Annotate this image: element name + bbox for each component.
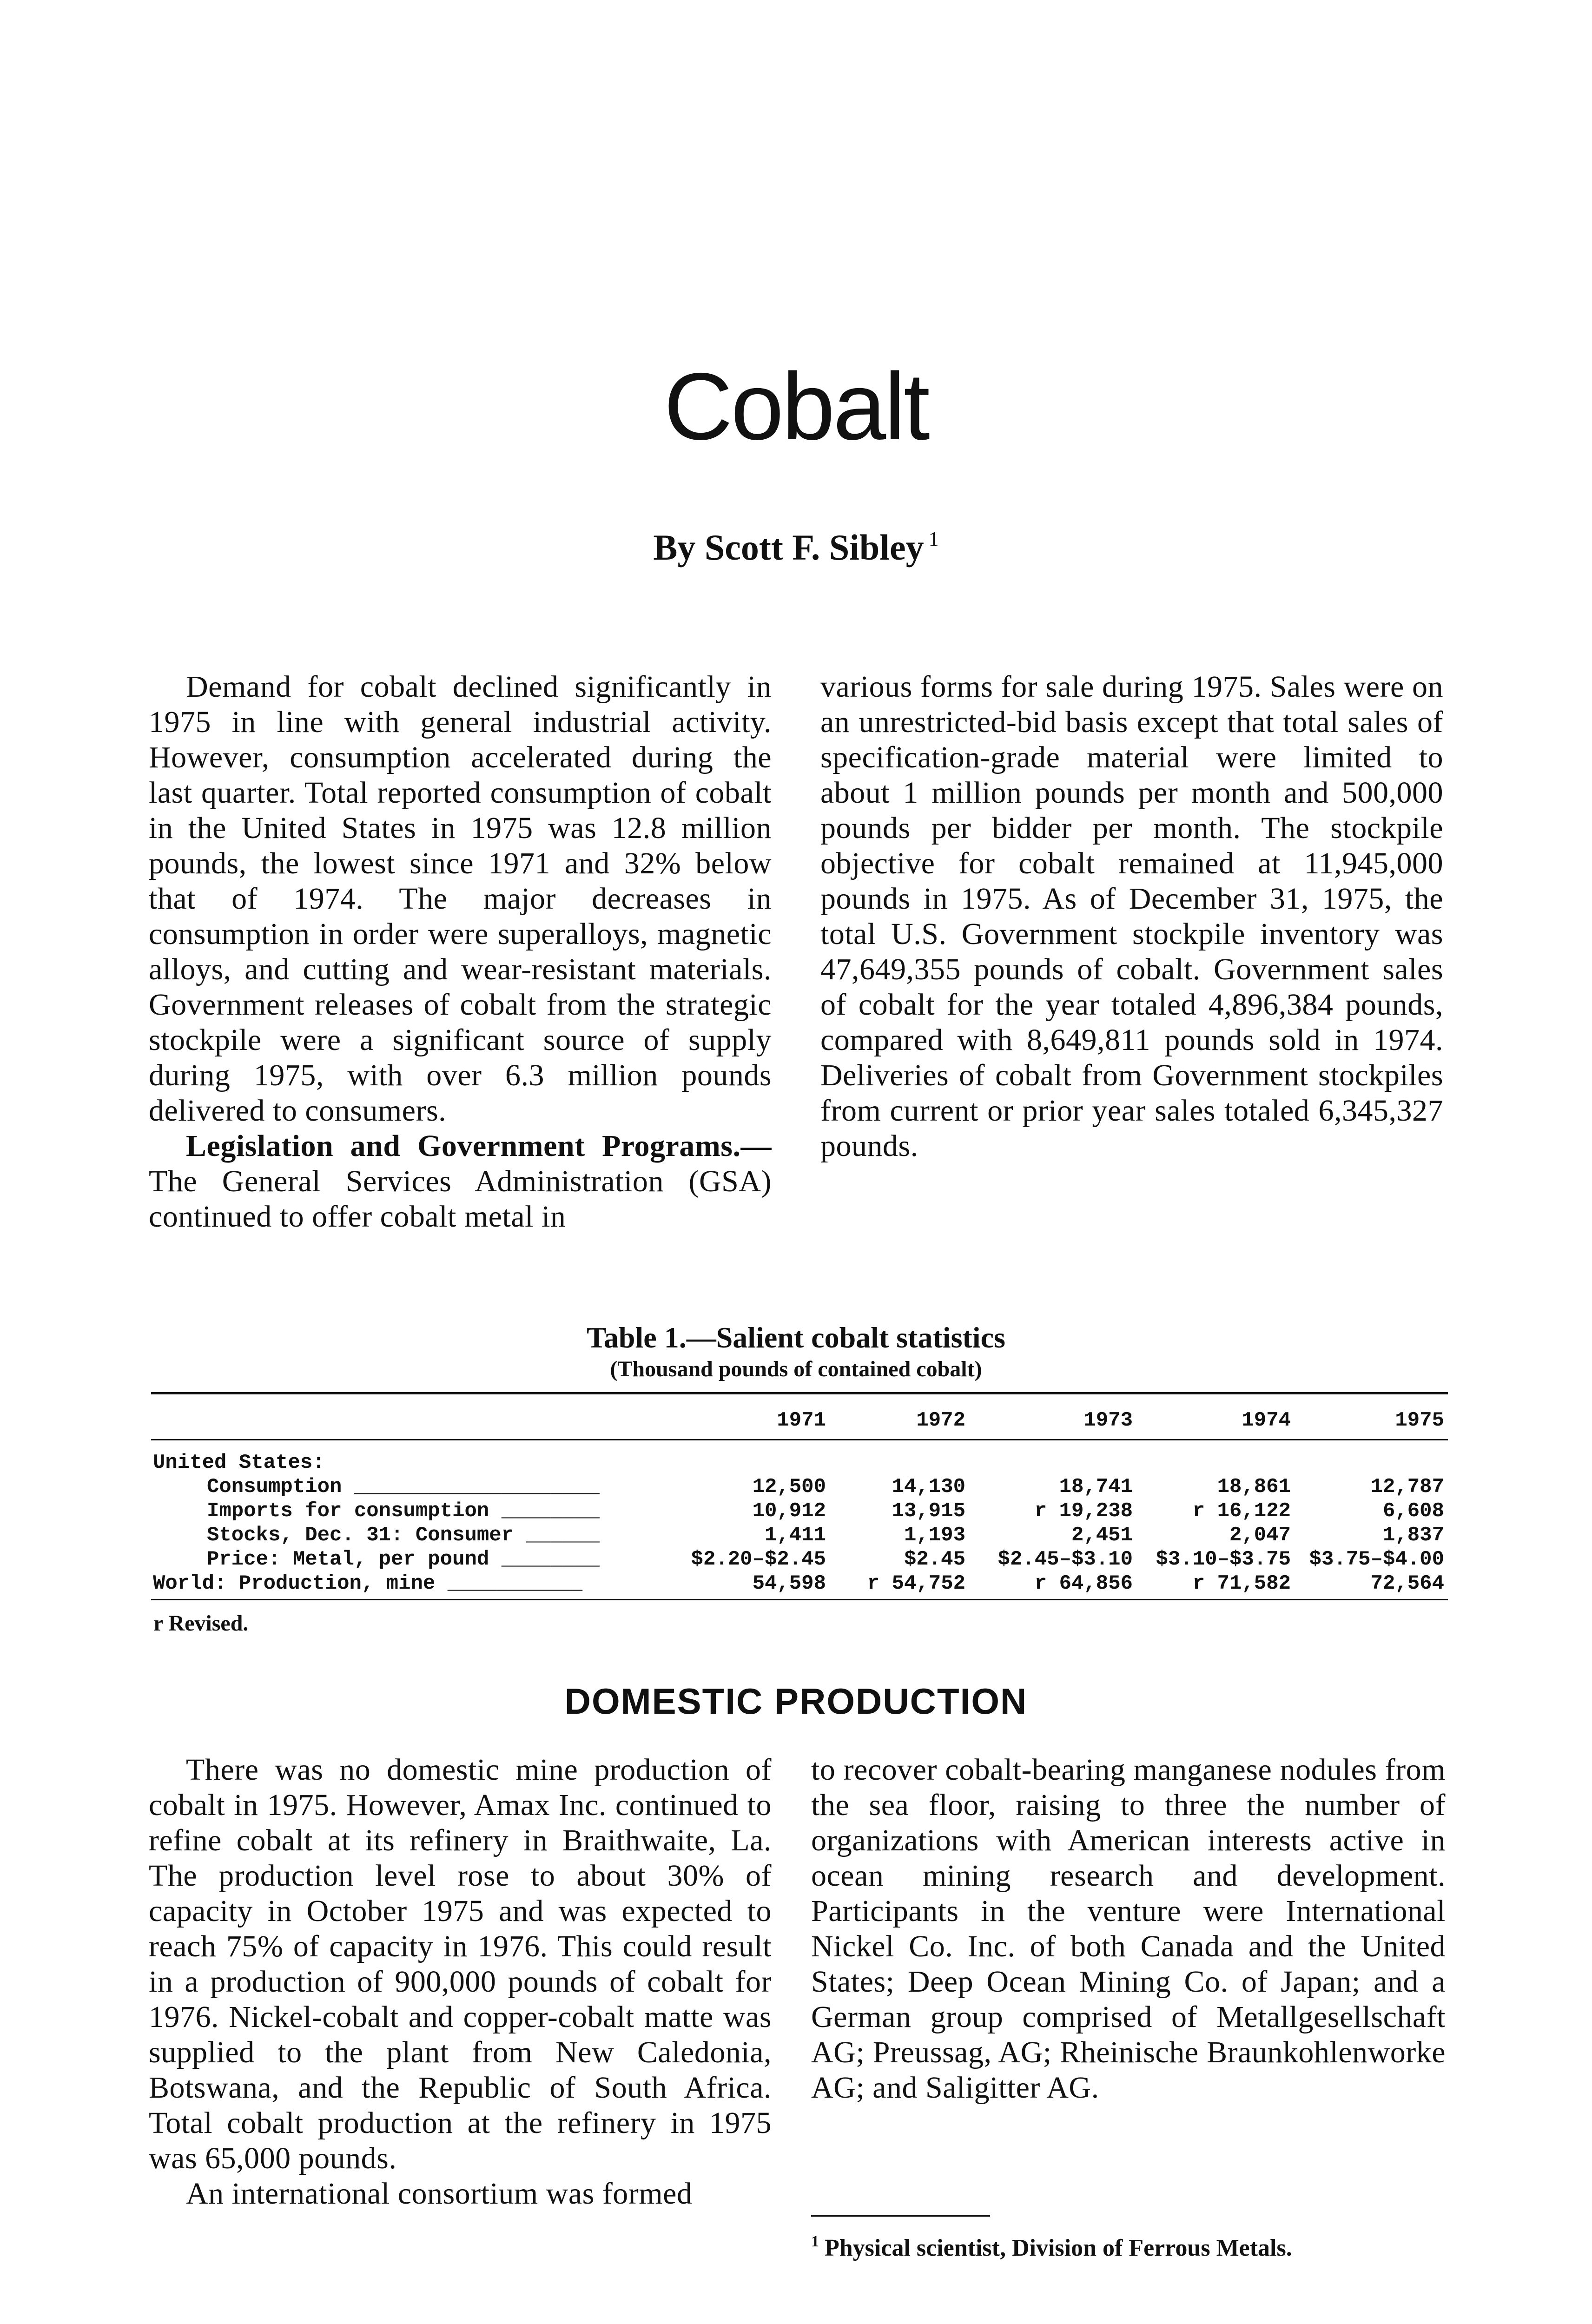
production-left-column [149,1752,772,2212]
footnote-mark: 1 [811,2233,819,2250]
table-cell: $3.10–$3.75 [1156,1548,1291,1571]
table-cell: 1,837 [1382,1524,1444,1547]
table-cell: 12,500 [752,1475,826,1499]
table-cell: 6,608 [1382,1499,1444,1523]
production-paragraph: There was no domestic mine production of cobalt in 1975. However, Amax Inc. continued to refine cobalt at its refinery in Braithwaite, La. The production level rose to about 30% of capacity in October 1975 and was expected to reach 75% of capacity in 1976. This could result in a production of 900,000 pounds of cobalt for 1976. Nickel-cobalt and copper-cobalt matte was supplied to the plant from New Caledonia, Botswana, and the Republic of South Africa. Total cobalt production at the refinery in 1975 was 65,000 pounds. [149,1753,772,2175]
row-label: Stocks, Dec. 31: Consumer ______ [207,1524,600,1547]
footnote [811,2226,1292,2264]
table-cell: $2.45 [904,1548,965,1571]
table-cell: $2.20–$2.45 [691,1548,826,1571]
table-cell: r 54,752 [867,1572,965,1595]
row-label: Imports for consumption ________ [207,1499,600,1523]
table-cell: r 71,582 [1192,1572,1291,1595]
author-footnote-mark: 1 [928,528,939,550]
consortium-paragraph: An international consortium was formed [186,2177,693,2211]
table-cell: r 16,122 [1192,1499,1291,1523]
table-row [151,1571,1448,1596]
table-row [151,1499,1448,1523]
table-cell: 1,193 [904,1524,965,1547]
table-top-rule [151,1392,1448,1394]
legislation-heading: Legislation and Government Programs.— [186,1129,772,1163]
row-label: Price: Metal, per pound ________ [207,1548,600,1571]
page-title: Cobalt [664,353,928,460]
footnote-text: Physical scientist, Division of Ferrous Metals. [825,2235,1292,2261]
table-cell: 72,564 [1370,1572,1444,1595]
table-row [151,1547,1448,1571]
year-header: 1971 [777,1409,826,1432]
footnote-rule [811,2215,990,2217]
table-cell: $3.75–$4.00 [1309,1548,1444,1571]
author-name: By Scott F. Sibley [653,527,924,568]
year-header: 1975 [1395,1409,1444,1432]
legislation-paragraph [149,1129,772,1235]
gsa-paragraph: various forms for sale during 1975. Sales were on an unrestricted-bid basis except that total sales of specification-grade material were limited to about 1 million pounds per month and 500,000 pounds per bidder per month. The stockpile objective for cobalt remained at 11,945,000 pounds in 1975. As of December 31, 1975, the total U.S. Government stockpile inventory was 47,649,355 pounds of cobalt. Government sales of cobalt for the year totaled 4,896,384 pounds, compared with 8,649,811 pounds sold in 1974. Deliveries of cobalt from Government stockpiles from current or prior year sales totaled 6,345,327 pounds. [820,670,1443,1163]
table-cell: 10,912 [752,1499,826,1523]
row-label: World: Production, mine ___________ [153,1572,583,1595]
salient-statistics-table [151,1399,1448,1596]
table-cell: r 64,856 [1034,1572,1133,1595]
intro-paragraph: Demand for cobalt declined significantly in 1975 in line with general industrial activity. However, consumption accelerated during the last quarter. Total reported consumption of cobalt in the United States in 1975 was 12.8 million pounds, the lowest since 1971 and 32% below that of 1974. The major decreases in consumption in order were superalloys, magnetic alloys, and cutting and wear-resistant materials. Government releases of cobalt from the strategic stockpile were a significant source of supply during 1975, with over 6.3 million pounds delivered to consumers. [149,670,772,1128]
table-cell: 1,411 [764,1524,826,1547]
table-header-row [151,1399,1448,1440]
consortium-continued-paragraph: to recover cobalt-bearing manganese nodules from the sea floor, raising to three the number of organizations with American interests active in ocean mining research and development. Participants in the venture were International Nickel Co. Inc. of both Canada and the United States; Deep Ocean Mining Co. of Japan; and a German group comprised of Metallgesellschaft AG; Preussag, AG; Rheinische Braunkohlenworke AG; and Saligitter AG. [811,1753,1446,2105]
table-bottom-rule [151,1599,1448,1600]
group-label: United States: [153,1451,325,1474]
intro-right-column [820,669,1443,1164]
table-cell: 18,741 [1059,1475,1133,1499]
year-header: 1972 [916,1409,965,1432]
table-cell: 2,047 [1229,1524,1291,1547]
table-cell: 2,451 [1071,1524,1133,1547]
legislation-text: The General Services Administration (GSA) continued to offer cobalt metal in [149,1164,772,1234]
table-cell: 54,598 [752,1572,826,1595]
production-right-column [811,1752,1446,2106]
year-header: 1973 [1083,1409,1133,1432]
year-header: 1974 [1242,1409,1291,1432]
table-subtitle: (Thousand pounds of contained cobalt) [610,1357,982,1381]
table-title: Table 1.—Salient cobalt statistics [587,1321,1005,1354]
table-cell: r 19,238 [1034,1499,1133,1523]
table-cell: 13,915 [892,1499,965,1523]
table-row [151,1523,1448,1547]
section-heading: DOMESTIC PRODUCTION [564,1681,1028,1722]
revised-footnote: r Revised. [153,1611,249,1636]
table-row [151,1475,1448,1499]
byline [0,516,1592,571]
table-cell: 14,130 [892,1475,965,1499]
table-cell: 12,787 [1370,1475,1444,1499]
table-group-row [151,1451,1448,1475]
row-label: Consumption ____________________ [207,1475,600,1499]
table-cell: 18,861 [1217,1475,1291,1499]
intro-left-column [149,669,772,1235]
table-cell: $2.45–$3.10 [997,1548,1133,1571]
